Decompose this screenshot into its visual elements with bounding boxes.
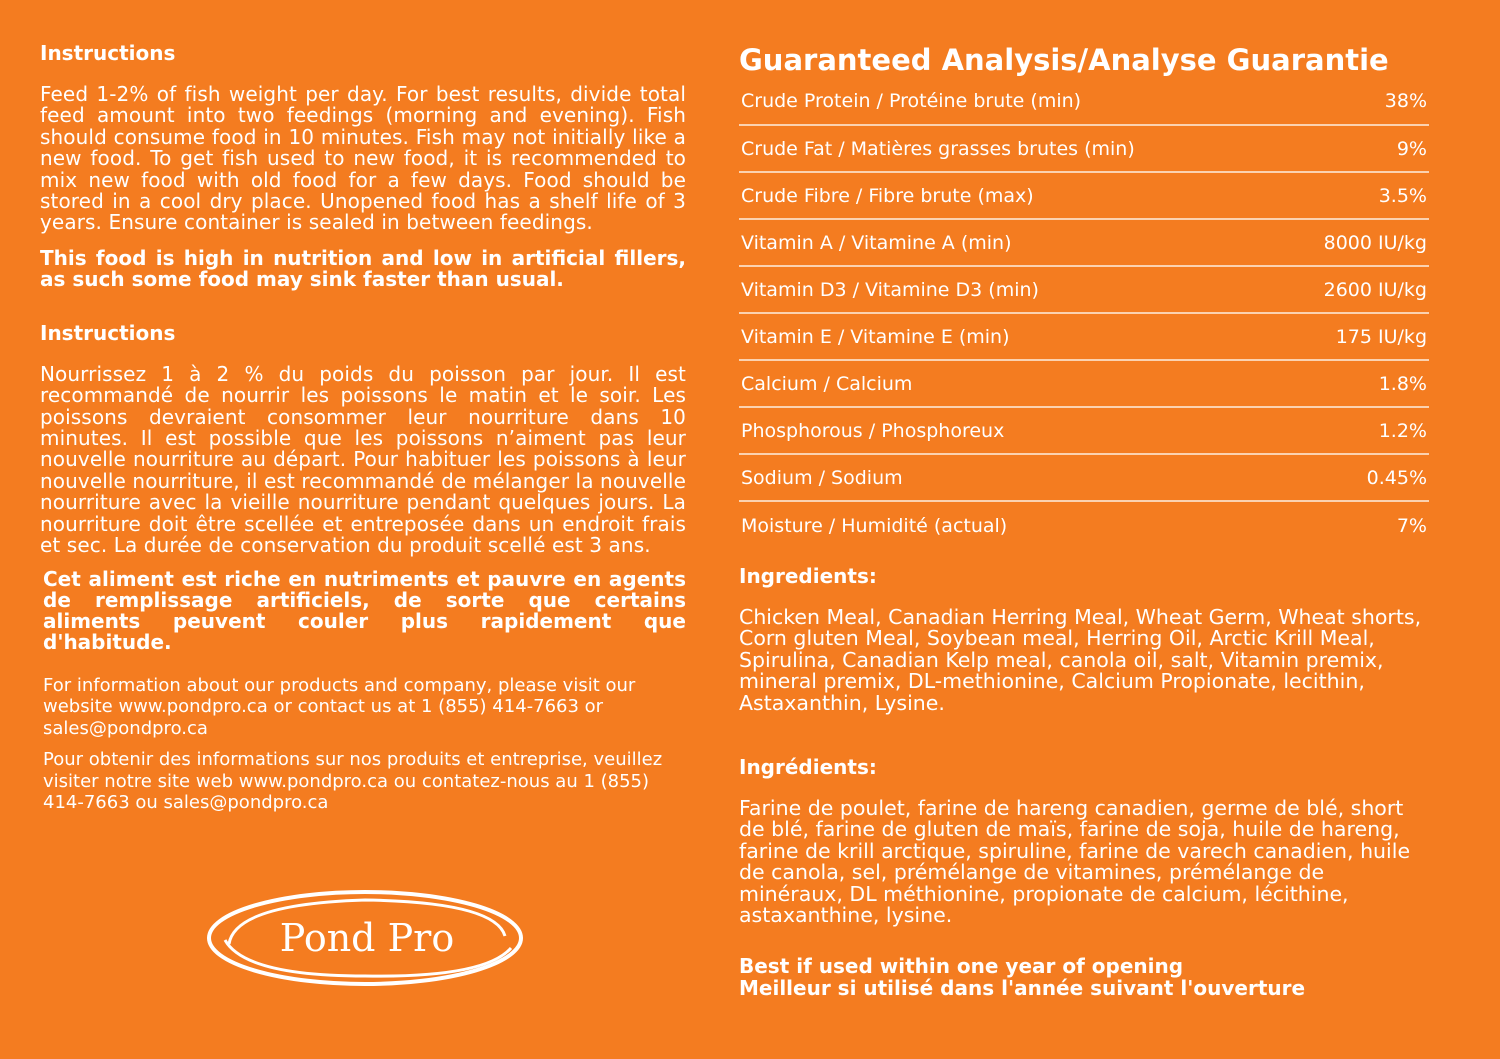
instructions-heading-en: Instructions [40, 41, 176, 65]
analysis-label: Crude Protein / Protéine brute (min) [741, 90, 1082, 112]
analysis-row [739, 173, 1429, 220]
analysis-value: 175 IU/kg [1335, 325, 1427, 348]
analysis-row [739, 361, 1429, 408]
analysis-row [739, 455, 1429, 502]
analysis-value: 1.8% [1378, 372, 1427, 395]
analysis-value: 9% [1396, 137, 1427, 160]
analysis-value: 7% [1396, 514, 1427, 537]
analysis-value: 2600 IU/kg [1323, 278, 1427, 301]
analysis-column [739, 42, 1429, 999]
analysis-table [739, 90, 1429, 549]
analysis-value: 1.2% [1378, 419, 1427, 442]
analysis-row [739, 502, 1429, 549]
ingredients-heading-en: Ingredients: [739, 564, 877, 588]
analysis-label: Vitamin A / Vitamine A (min) [741, 231, 1012, 254]
pond-pro-logo [205, 888, 525, 988]
analysis-label: Sodium / Sodium [741, 466, 903, 489]
analysis-row [739, 126, 1429, 173]
analysis-label: Moisture / Humidité (actual) [741, 514, 1008, 537]
instructions-text-en: Feed 1-2% of fish weight per day. For best results, divide total feed amount into two feedings (morning and evening). Fish should consume food in 10 minutes. Fish may not initially like a new food. To get fish used to new food, it is recommended to mix new food with old food for a few days. Food should be stored in a cool dry place. Unopened food has a shelf life of 3 years. Ensure container is sealed in between feedings. [40, 82, 686, 235]
nutrition-note-fr: Cet aliment est riche en nutriments et pauvre en agents de remplissage artificiels, de sorte que certains aliments peuvent couler plus rapidement que d'habitude. [43, 566, 686, 654]
analysis-label: Calcium / Calcium [741, 372, 913, 395]
instructions-heading-fr: Instructions [40, 320, 176, 345]
analysis-label: Crude Fibre / Fibre brute (max) [741, 184, 1034, 207]
analysis-value: 0.45% [1366, 466, 1427, 489]
ingredients-heading-fr: Ingrédients: [739, 755, 877, 780]
ingredients-text-en: Chicken Meal, Canadian Herring Meal, Wheat Germ, Wheat shorts, Corn gluten Meal, Soybean meal, Herring Oil, Arctic Krill Meal, Spirulina, Canadian Kelp meal, canola oil, salt, Vitamin premix, mineral premix, DL-methionine, Calcium Propionate, lecithin, Astaxanthin, Lysine. [739, 605, 1422, 715]
analysis-label: Crude Fat / Matières grasses brutes (min) [741, 137, 1135, 160]
analysis-row [739, 267, 1429, 314]
best-before-en: Best if used within one year of opening [739, 954, 1184, 979]
analysis-row [739, 408, 1429, 455]
analysis-row [739, 90, 1429, 126]
contact-info-fr: Pour obtenir des informations sur nos produits et entreprise, veuillez visiter notre site web www.pondpro.ca ou contatez-nous au 1 (855) 414-7663 ou sales@pondpro.ca [43, 749, 663, 813]
instructions-column [40, 40, 686, 824]
best-before-fr: Meilleur si utilisé dans l'année suivant l'ouverture [739, 975, 1306, 1000]
analysis-label: Vitamin D3 / Vitamine D3 (min) [741, 278, 1039, 301]
analysis-row [739, 314, 1429, 361]
logo-text: Pond Pro [279, 916, 455, 960]
analysis-value: 38% [1384, 90, 1427, 112]
instructions-text-fr: Nourrissez 1 à 2 % du poids du poisson par jour. Il est recommandé de nourrir les poissons le matin et le soir. Les poissons devraient consommer leur nourriture dans 10 minutes. Il est possible que les poissons n’aiment pas leur nouvelle nourriture au départ. Pour habituer les poissons à leur nouvelle nourriture, il est recommandé de mélanger la nouvelle nourriture avec la vieille nourriture pendant quelques jours. La nourriture doit être scellée et entreposée dans un endroit frais et sec. La durée de conservation du produit scellé est 3 ans. [40, 361, 686, 558]
analysis-value: 8000 IU/kg [1323, 231, 1427, 254]
ingredients-text-fr: Farine de poulet, farine de hareng canadien, germe de blé, short de blé, farine de gluten de maïs, farine de soja, huile de hareng, farine de krill arctique, spiruline, farine de varech canadien, huile de canola, sel, prémélange de vitamines, prémélange de minéraux, DL méthionine, propionate de calcium, lécithine, astaxanthine, lysine. [739, 796, 1411, 928]
analysis-label: Phosphorous / Phosphoreux [741, 419, 1005, 442]
analysis-label: Vitamin E / Vitamine E (min) [741, 325, 1010, 348]
analysis-row [739, 220, 1429, 267]
analysis-title: Guaranteed Analysis/Analyse Guarantie [739, 43, 1389, 77]
contact-info-en: For information about our products and company, please visit our website www.pondpro.ca or contact us at 1 (855) 414-7663 or sales@pondpro.ca [43, 674, 636, 739]
analysis-value: 3.5% [1378, 184, 1427, 207]
nutrition-note-en: This food is high in nutrition and low in artificial fillers, as such some food may sink faster than usual. [40, 245, 686, 291]
